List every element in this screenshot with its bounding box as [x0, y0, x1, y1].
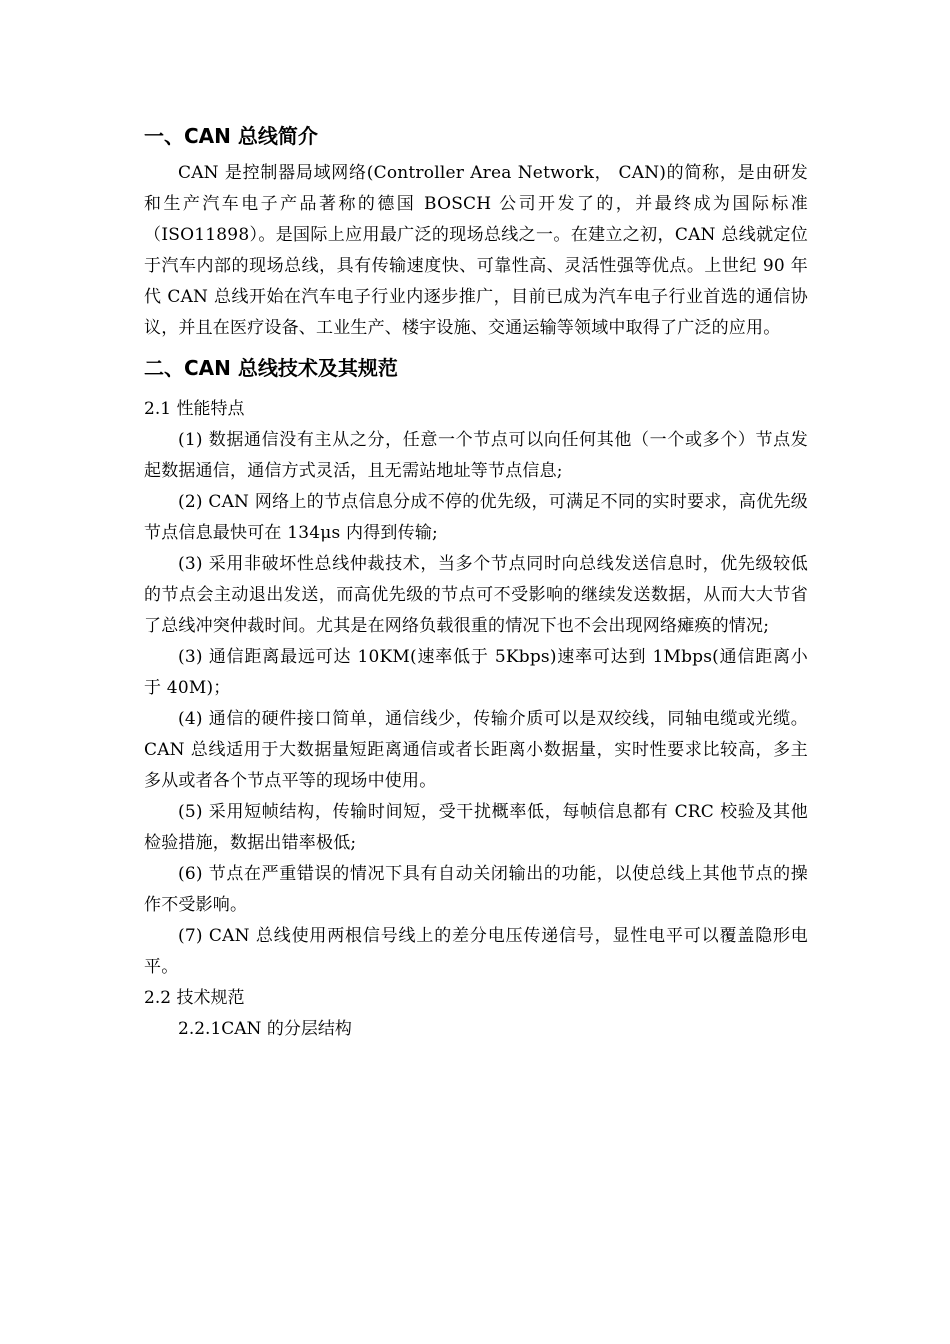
feature-item: (4) 通信的硬件接口简单，通信线少，传输介质可以是双绞线，同轴电缆或光缆。CAN 总线适用于大数据量短距离通信或者长距离小数据量，实时性要求比较高，多主多从或者各个节点平等的现场中使用。	[144, 709, 808, 791]
subsection-title-performance: 2.1 性能特点	[144, 399, 245, 419]
feature-item: (7) CAN 总线使用两根信号线上的差分电压传递信号，显性电平可以覆盖隐形电平。	[144, 926, 808, 977]
subsubsection-title-layers: 2.2.1CAN 的分层结构	[178, 1019, 352, 1039]
feature-item: (5) 采用短帧结构，传输时间短，受干扰概率低，每帧信息都有 CRC 校验及其他检验措施，数据出错率极低;	[144, 802, 808, 853]
subsection-title-spec: 2.2 技术规范	[144, 988, 245, 1008]
feature-item: (3) 通信距离最远可达 10KM(速率低于 5Kbps)速率可达到 1Mbps(通信距离小于 40M)；	[144, 647, 808, 698]
feature-item: (1) 数据通信没有主从之分，任意一个节点可以向任何其他（一个或多个）节点发起数据通信，通信方式灵活，且无需站地址等节点信息;	[144, 430, 808, 481]
feature-item: (6) 节点在严重错误的情况下具有自动关闭输出的功能，以使总线上其他节点的操作不受影响。	[144, 864, 808, 915]
intro-paragraph: CAN 是控制器局域网络(Controller Area Network， CAN)的简称，是由研发和生产汽车电子产品著称的德国 BOSCH 公司开发了的，并最终成为国际标准（ISO11898）。是国际上应用最广泛的现场总线之一。在建立之初，CAN 总线就定位于汽车内部的现场总线，具有传输速度快、可靠性高、灵活性强等优点。上世纪 90 年代 CAN 总线开始在汽车电子行业内逐步推广，目前已成为汽车电子行业首选的通信协议，并且在医疗设备、工业生产、楼宇设施、交通运输等领域中取得了广泛的应用。	[144, 163, 808, 338]
section-heading-can-intro: 一、CAN 总线简介	[144, 124, 318, 148]
section-heading-can-tech: 二、CAN 总线技术及其规范	[144, 356, 398, 380]
feature-item: (2) CAN 网络上的节点信息分成不停的优先级，可满足不同的实时要求，高优先级节点信息最快可在 134μs 内得到传输;	[144, 492, 808, 543]
document-page	[144, 118, 808, 1045]
feature-item: (3) 采用非破坏性总线仲裁技术，当多个节点同时向总线发送信息时，优先级较低的节点会主动退出发送，而高优先级的节点可不受影响的继续发送数据，从而大大节省了总线冲突仲裁时间。尤其是在网络负载很重的情况下也不会出现网络瘫痪的情况;	[144, 554, 808, 636]
